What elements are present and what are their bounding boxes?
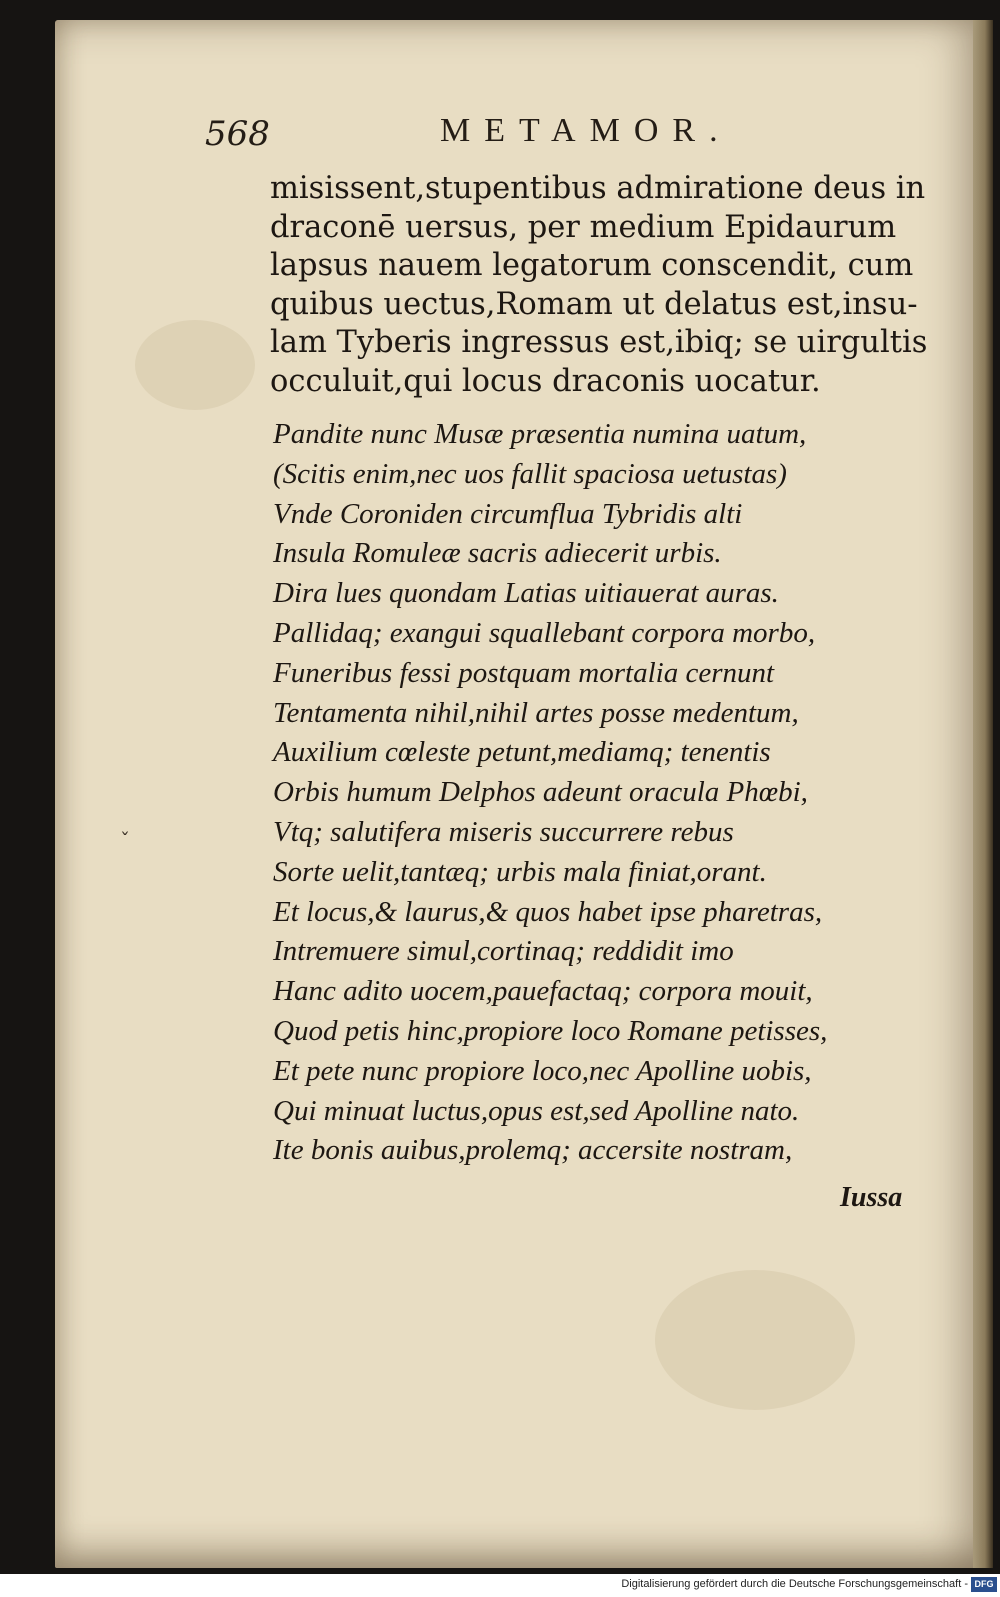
verse-line: Dira lues quondam Latias uitiauerat auras. (273, 577, 779, 610)
paper-stain (135, 320, 255, 410)
dfg-logo: DFG (971, 1577, 997, 1592)
verse-line: Auxilium cœleste petunt,mediamq; tenentis (273, 736, 771, 769)
prose-line: misissent,stupentibus admiratione deus in (270, 171, 926, 206)
verse-block (273, 415, 913, 1171)
verse-line: Orbis humum Delphos adeunt oracula Phœbi, (273, 776, 808, 809)
prose-line: lam Tyberis ingressus est,ibiq; se uirgultis (270, 325, 928, 360)
page-edge-shadow (973, 20, 993, 1568)
verse-line: Sorte uelit,tantæq; urbis mala finiat,orant. (273, 855, 767, 888)
verse-line: Et locus,& laurus,& quos habet ipse pharetras, (273, 895, 823, 928)
verse-line: Et pete nunc propiore loco,nec Apolline uobis, (273, 1054, 812, 1087)
verse-line: Pallidaq; exangui squallebant corpora morbo, (273, 616, 816, 649)
prose-line: lapsus nauem legatorum conscendit, cum (270, 248, 914, 283)
running-head (55, 102, 993, 152)
verse-line: Tentamenta nihil,nihil artes posse medentum, (273, 696, 799, 729)
verse-line: Quod petis hinc,propiore loco Romane petisses, (273, 1014, 828, 1047)
verse-line: Insula Romuleæ sacris adiecerit urbis. (273, 537, 722, 570)
book-page (55, 20, 993, 1568)
page-number: 568 (205, 114, 270, 154)
digitization-credit-text: Digitalisierung gefördert durch die Deutsche Forschungsgemeinschaft - (621, 1578, 968, 1590)
paper-stain (655, 1270, 855, 1410)
verse-line: Vnde Coroniden circumflua Tybridis alti (273, 497, 743, 530)
margin-annotation-mark: ˇ (120, 828, 130, 852)
prose-line: occuluit,qui locus draconis uocatur. (270, 363, 821, 399)
running-title: METAMOR. (440, 112, 732, 149)
verse-line: Pandite nunc Musæ præsentia numina uatum, (273, 418, 807, 450)
digitization-credit-bar (0, 1574, 1000, 1597)
prose-paragraph (270, 170, 970, 401)
prose-line: quibus uectus,Romam ut delatus est,insu- (270, 286, 918, 322)
verse-line: Qui minuat luctus,opus est,sed Apolline nato. (273, 1094, 800, 1127)
verse-line: Hanc adito uocem,pauefactaq; corpora mouit, (273, 975, 813, 1008)
verse-line: Ite bonis auibus,prolemq; accersite nostram, (273, 1134, 793, 1167)
catchword: Iussa (840, 1182, 903, 1213)
verse-line: (Scitis enim,nec uos fallit spaciosa uetustas) (273, 457, 787, 490)
verse-line: Intremuere simul,cortinaq; reddidit imo (273, 935, 734, 968)
prose-line: draconē uersus, per medium Epidaurum (270, 209, 897, 245)
verse-line: Vtq; salutifera miseris succurrere rebus (273, 815, 734, 848)
verse-line: Funeribus fessi postquam mortalia cernunt (273, 656, 775, 689)
